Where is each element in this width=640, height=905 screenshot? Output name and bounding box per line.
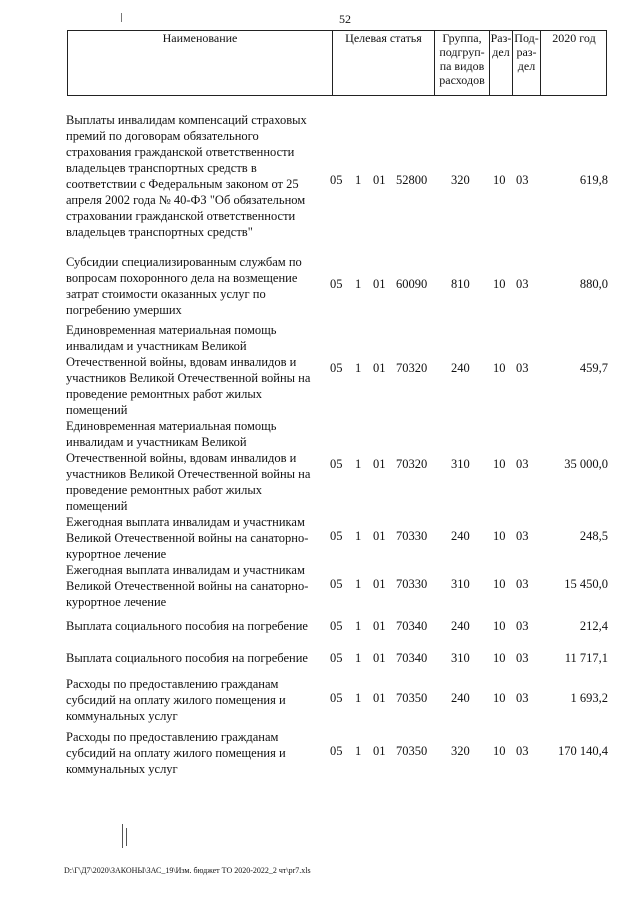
row-amount: 880,0 (579, 277, 608, 291)
row-amount: 619,8 (579, 173, 608, 187)
row-name: Выплата социального пособия на погребение (66, 619, 308, 633)
row-section: 10 (493, 691, 506, 705)
row-amount: 1 693,2 (570, 691, 608, 705)
row-a: 05 (330, 277, 343, 291)
row-subsection: 03 (516, 173, 529, 187)
row-b: 1 (355, 619, 362, 633)
row-name: Субсидии специализированным службам по вопросам похоронного дела на возмещение затрат стоимости оказанных услуг по погребению умерших (66, 255, 302, 317)
row-b: 1 (355, 277, 362, 291)
row-name: Выплаты инвалидам компенсаций страховых премий по договорам обязательного страхования гражданской ответственности владельцев транспортных средств в соответствии с Федеральным законом от 25 апреля 2002 года № 40-ФЗ "Об обязательном страховании гражданской ответственности владельцев транспортных средств" (66, 113, 307, 239)
row-d: 70340 (396, 619, 428, 633)
row-section: 10 (493, 651, 506, 665)
row-b: 1 (355, 529, 362, 543)
row-a: 05 (330, 457, 343, 471)
row-name: Единовременная материальная помощь инвалидам и участникам Великой Отечественной войны, вдовам инвалидов и участников Великой Отечественной войны на проведение ремонтных работ жилых помещений (66, 323, 311, 417)
row-subsection: 03 (516, 577, 529, 591)
row-c: 01 (373, 619, 386, 633)
row-b: 1 (355, 457, 362, 471)
row-group: 310 (451, 577, 470, 591)
header-target: Целевая статья (333, 31, 435, 95)
row-group: 320 (451, 744, 470, 758)
row-section: 10 (493, 744, 506, 758)
row-section: 10 (493, 529, 506, 543)
row-a: 05 (330, 744, 343, 758)
row-c: 01 (373, 651, 386, 665)
row-amount: 212,4 (579, 619, 608, 633)
row-b: 1 (355, 361, 362, 375)
row-d: 70350 (396, 691, 428, 705)
row-group: 240 (451, 619, 470, 633)
row-group: 240 (451, 529, 470, 543)
row-b: 1 (355, 691, 362, 705)
scan-mark (121, 13, 122, 22)
row-group: 310 (451, 457, 470, 471)
row-c: 01 (373, 529, 386, 543)
row-group: 240 (451, 361, 470, 375)
header-section: Раз- дел (490, 31, 513, 95)
row-a: 05 (330, 691, 343, 705)
row-name: Расходы по предоставлению гражданам субсидий на оплату жилого помещения и коммунальных услуг (66, 677, 286, 723)
row-name: Выплата социального пособия на погребение (66, 651, 308, 665)
row-section: 10 (493, 577, 506, 591)
scan-mark (126, 828, 127, 846)
row-a: 05 (330, 577, 343, 591)
row-subsection: 03 (516, 361, 529, 375)
scan-mark (122, 824, 123, 848)
row-amount: 35 000,0 (564, 457, 608, 471)
header-year: 2020 год (552, 31, 596, 45)
row-name: Единовременная материальная помощь инвалидам и участникам Великой Отечественной войны, вдовам инвалидов и участников Великой Отечественной войны на проведение ремонтных работ жилых помещений (66, 419, 311, 513)
row-group: 310 (451, 651, 470, 665)
row-amount: 248,5 (579, 529, 608, 543)
row-subsection: 03 (516, 691, 529, 705)
row-b: 1 (355, 173, 362, 187)
row-subsection: 03 (516, 619, 529, 633)
row-section: 10 (493, 619, 506, 633)
header-group: Группа, подгруп- па видов расходов (435, 31, 490, 95)
row-d: 70340 (396, 651, 428, 665)
row-group: 240 (451, 691, 470, 705)
row-name: Ежегодная выплата инвалидам и участникам Великой Отечественной войны на санаторно- курортное лечение (66, 563, 309, 609)
row-name: Расходы по предоставлению гражданам субсидий на оплату жилого помещения и коммунальных услуг (66, 730, 286, 776)
row-a: 05 (330, 529, 343, 543)
row-a: 05 (330, 651, 343, 665)
row-b: 1 (355, 744, 362, 758)
row-a: 05 (330, 619, 343, 633)
row-a: 05 (330, 173, 343, 187)
row-c: 01 (373, 691, 386, 705)
row-d: 70320 (396, 361, 428, 375)
row-section: 10 (493, 361, 506, 375)
row-d: 52800 (396, 173, 428, 187)
row-group: 810 (451, 277, 470, 291)
row-d: 70350 (396, 744, 428, 758)
header-subsection: Под- раз- дел (513, 31, 541, 95)
row-b: 1 (355, 651, 362, 665)
row-d: 70330 (396, 529, 428, 543)
row-amount: 459,7 (579, 361, 608, 375)
row-c: 01 (373, 457, 386, 471)
row-subsection: 03 (516, 277, 529, 291)
row-section: 10 (493, 173, 506, 187)
row-group: 320 (451, 173, 470, 187)
row-amount: 15 450,0 (564, 577, 608, 591)
row-name: Ежегодная выплата инвалидам и участникам Великой Отечественной войны на санаторно- курортное лечение (66, 515, 309, 561)
header-name: Наименование (68, 31, 333, 95)
table-header (67, 30, 607, 96)
row-subsection: 03 (516, 744, 529, 758)
row-b: 1 (355, 577, 362, 591)
row-a: 05 (330, 361, 343, 375)
row-d: 70320 (396, 457, 428, 471)
row-c: 01 (373, 173, 386, 187)
row-amount: 11 717,1 (564, 651, 608, 665)
row-amount: 170 140,4 (558, 744, 608, 758)
row-c: 01 (373, 361, 386, 375)
row-subsection: 03 (516, 457, 529, 471)
row-c: 01 (373, 277, 386, 291)
row-c: 01 (373, 577, 386, 591)
page-number: 52 (339, 12, 351, 26)
row-subsection: 03 (516, 529, 529, 543)
row-subsection: 03 (516, 651, 529, 665)
row-d: 70330 (396, 577, 428, 591)
row-c: 01 (373, 744, 386, 758)
file-path: D:\Г\Д7\2020\ЗАКОНЫ\ЗАС_19\Изм. бюджет ТО 2020-2022_2 чт\pr7.xls (64, 866, 311, 875)
row-section: 10 (493, 457, 506, 471)
row-d: 60090 (396, 277, 428, 291)
row-section: 10 (493, 277, 506, 291)
